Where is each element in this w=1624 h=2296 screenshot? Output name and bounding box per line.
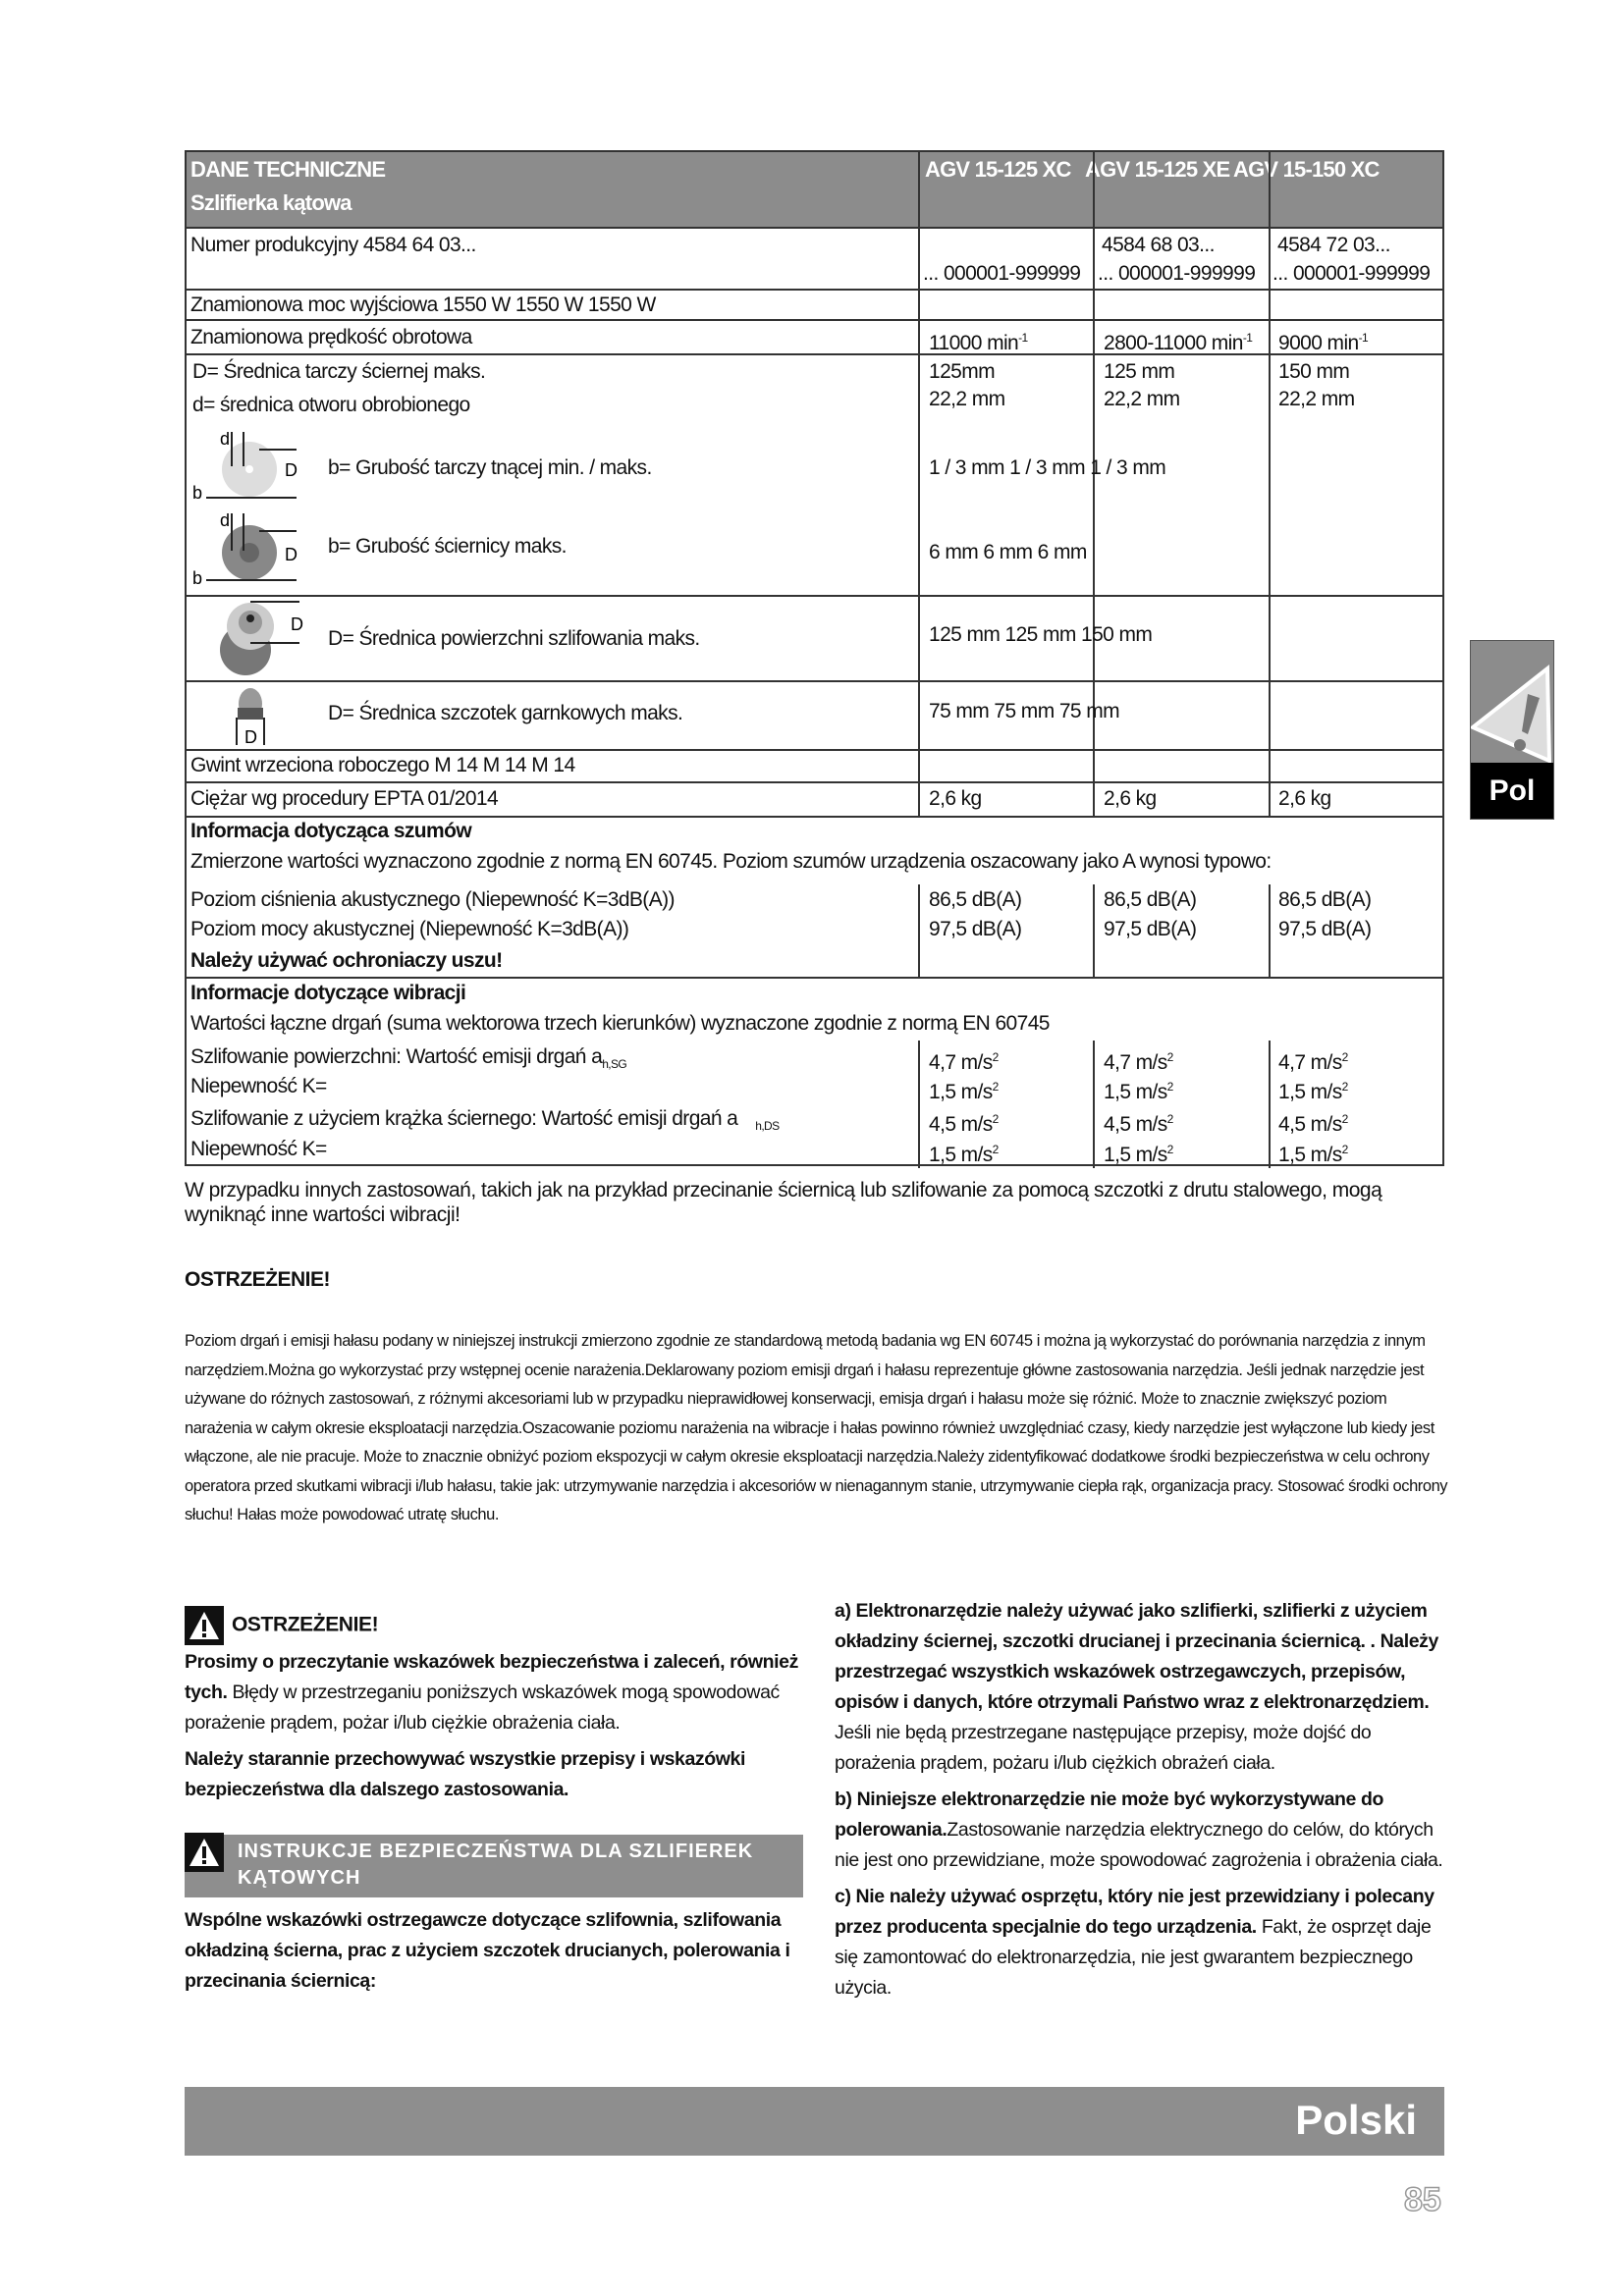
- uncertainty-label-2: Niepewność K=: [190, 1138, 327, 1160]
- vibration-intro: Wartości łączne drgań (suma wektorowa trzech kierunków) wyznaczone zgodnie z normą EN 60745: [190, 1012, 1050, 1035]
- speed-3: 9000 $\min^{-1}$: [1278, 331, 1369, 354]
- rule-a: a) Elektronarzędzie należy używać jako szlifierki, szlifierki z użyciem okładziny ściernej, szczotki drucianej i przecinania ściernicą. . Należy przestrzegać wszystkich wskazówek ostrzegawczych, przepisów, opisów i danych, które otrzymali Państwo wraz z elektronarzędziem. Jeśli nie będą przestrzegane następujące przepisy, może dojść do porażenia prądem, pożaru i/lub ciężkich obrażeń ciała.: [835, 1600, 1438, 1774]
- rule-b: b) Niniejsze elektronarzędzie nie może być wykorzystywane do polerowania.Zastosowanie narzędzia elektrycznego do celów, do których nie jest ono przewidziane, może spowodować zagrożenia i obrażenia ciała.: [835, 1789, 1443, 1871]
- sound-power-label: Poziom mocy akustycznej (Niepewność K=3dB(A)): [190, 918, 629, 940]
- power-label: Znamionowa moc wyjściowa 1550 W 1550 W 1550 W: [190, 294, 656, 316]
- page-number: 85: [1404, 2181, 1441, 2218]
- surface-grinding-label: Szlifowanie powierzchni: Wartość emisji drgań $a_{h,SG}$: [190, 1045, 627, 1072]
- read-instructions-paragraph: Prosimy o przeczytanie wskazówek bezpieczeństwa i zaleceń, również tych. Błędy w przestrzeganiu poniższych wskazówek mogą spowodować porażenie prądem, pożar i/lub ciężkie obrażenia ciała.: [185, 1651, 798, 1734]
- weight-3: 2,6 kg: [1278, 787, 1331, 810]
- section-title: INSTRUKCJE BEZPIECZEŃSTWA DLA SZLIFIEREK KĄTOWYCH: [238, 1841, 754, 1889]
- weight-1: 2,6 kg: [929, 787, 982, 810]
- sanding-disc-values: 125 mm 125 mm 150 mm: [929, 623, 1153, 646]
- vib-surface-k-1: 1,5 $m/s^2$: [929, 1080, 999, 1103]
- model-3: AGV 15-150 XC: [1233, 157, 1380, 182]
- cup-brush-icon: [226, 684, 285, 747]
- pressure-2: 86,5 dB(A): [1104, 888, 1197, 911]
- warning-triangle-icon: [1471, 641, 1553, 763]
- svg-text:D: D: [244, 727, 257, 747]
- svg-text:D: D: [285, 460, 298, 480]
- sound-pressure-label: Poziom ciśnienia akustycznego (Niepewność K=3dB(A)): [190, 888, 675, 911]
- warning-triangle-icon: [185, 1833, 224, 1872]
- pressure-1: 86,5 dB(A): [929, 888, 1022, 911]
- disc-diameter-2: 125 mm: [1104, 360, 1175, 383]
- vib-disc-k-3: 1,5 $m/s^2$: [1278, 1143, 1348, 1166]
- vibration-title: Informacje dotyczące wibracji: [190, 982, 466, 1004]
- speed-1: 11000 $\min^{-1}$: [929, 331, 1028, 354]
- table-subtitle: Szlifierka kątowa: [190, 190, 352, 215]
- section-banner: [185, 1835, 803, 1897]
- product-number-3: 4584 72 03...: [1277, 234, 1390, 256]
- disc-diameter-label: D= Średnica tarczy ściernej maks.: [192, 360, 486, 383]
- bore-diameter-label: d= średnica otworu obrobionego: [192, 394, 470, 416]
- technical-data-table: [185, 150, 1444, 1166]
- cutting-disc-label: b= Grubość tarczy tnącej min. / maks.: [328, 456, 652, 479]
- thread-label: Gwint wrzeciona roboczego M 14 M 14 M 14: [190, 754, 575, 776]
- model-2: AGV 15-125 XE: [1085, 157, 1230, 182]
- power-1: 97,5 dB(A): [929, 918, 1022, 940]
- right-column: [835, 1596, 1443, 2009]
- noise-intro: Zmierzone wartości wyznaczono zgodnie z normą EN 60745. Poziom szumów urządzenia oszacowany jako A wynosi typowo:: [190, 850, 1272, 873]
- bore-3: 22,2 mm: [1278, 388, 1355, 410]
- table-title: DANE TECHNICZNE: [190, 157, 386, 182]
- speed-label: Znamionowa prędkość obrotowa: [190, 326, 472, 348]
- vib-surface-2: 4,7 $m/s^2$: [1104, 1050, 1173, 1074]
- noise-title: Informacja dotycząca szumów: [190, 820, 472, 842]
- disc-diameter-3: 150 mm: [1278, 360, 1350, 383]
- bore-2: 22,2 mm: [1104, 388, 1180, 410]
- side-tab-label: Pol: [1471, 763, 1553, 819]
- sanding-disc-icon: [206, 599, 314, 677]
- svg-text:d: d: [220, 513, 231, 530]
- product-range-2: ... 000001-999999: [1098, 262, 1256, 285]
- cup-brush-label: D= Średnica szczotek garnkowych maks.: [328, 702, 683, 724]
- vib-disc-k-2: 1,5 $m/s^2$: [1104, 1143, 1173, 1166]
- grinding-wheel-icon: [190, 513, 308, 587]
- disc-grinding-label: Szlifowanie z użyciem krążka ściernego: Wartość emisji drgań a $_{h,DS}$: [190, 1107, 780, 1134]
- uncertainty-label-1: Niepewność K=: [190, 1075, 327, 1097]
- svg-text:b: b: [192, 568, 203, 587]
- footer-language: Polski: [1295, 2097, 1417, 2143]
- svg-text:D: D: [285, 545, 298, 564]
- warning-heading: OSTRZEŻENIE!: [185, 1268, 331, 1291]
- vib-surface-k-3: 1,5 $m/s^2$: [1278, 1080, 1348, 1103]
- power-3: 97,5 dB(A): [1278, 918, 1372, 940]
- vib-surface-1: 4,7 $m/s^2$: [929, 1050, 999, 1074]
- section-intro: Wspólne wskazówki ostrzegawcze dotyczące szlifownia, szlifowania okładziną ścierna, prac z użyciem szczotek drucianych, polerowania i przecinania ściernicą:: [185, 1909, 790, 1992]
- weight-2: 2,6 kg: [1104, 787, 1157, 810]
- grinding-wheel-label: b= Grubość ściernicy maks.: [328, 535, 567, 558]
- svg-text:d: d: [220, 432, 231, 449]
- svg-text:b: b: [192, 483, 203, 501]
- grinding-wheel-values: 6 mm 6 mm 6 mm: [929, 541, 1087, 563]
- cutting-disc-values: 1 / 3 mm 1 / 3 mm 1 / 3 mm: [929, 456, 1166, 479]
- product-number-2: 4584 68 03...: [1102, 234, 1215, 256]
- svg-text:D: D: [291, 614, 303, 634]
- weight-label: Ciężar wg procedury EPTA 01/2014: [190, 787, 499, 810]
- speed-2: 2800-11000 $\min^{-1}$: [1104, 331, 1253, 354]
- cutting-disc-icon: [190, 432, 308, 501]
- vib-surface-k-2: 1,5 $m/s^2$: [1104, 1080, 1173, 1103]
- vib-disc-3: 4,5 $m/s^2$: [1278, 1112, 1348, 1136]
- vib-disc-2: 4,5 $m/s^2$: [1104, 1112, 1173, 1136]
- warning-triangle-icon: [185, 1606, 224, 1645]
- product-range-1: ... 000001-999999: [923, 262, 1081, 285]
- product-range-3: ... 000001-999999: [1272, 262, 1431, 285]
- vibration-warning-text: Poziom drgań i emisji hałasu podany w niniejszej instrukcji zmierzono zgodnie ze standardową metodą badania wg EN 60745 i można ją wykorzystać do porównania narzędzia z innym narzędziem.Można go wykorzystać przy wstępnej ocenie narażenia.Deklarowany poziom emisji drgań i hałasu reprezentuje główne zastosowania narzędzia. Jeśli jednak narzędzie jest używane do różnych zastosowań, z różnymi akcesoriami lub w przypadku nieprawidłowej konserwacji, emisja drgań i hałasu może się różnić. Może to znacznie zwiększyć poziom narażenia w całym okresie eksploatacji narzędzia.Oszacowanie poziomu narażenia na wibracje i hałas powinno również uwzględniać czasy, kiedy narzędzie jest wyłączone lub kiedy jest włączone, ale nie pracuje. Może to znacznie obniżyć poziom ekspozycji w całym okresie eksploatacji narzędzia.Należy zidentyfikować dodatkowe środki bezpieczeństwa w celu ochrony operatora przed skutkami wibracji i/lub hałasu, takie jak: utrzymywanie narzędzia i akcesoriów w nienagannym stanie, utrzymywanie ciepła rąk, organizacja pracy. Stosować środki ochrony słuchu! Hałas może powodować utratę słuchu.: [185, 1332, 1448, 1523]
- store-instructions-paragraph: Należy starannie przechowywać wszystkie przepisy i wskazówki bezpieczeństwa dla dalszego zastosowania.: [185, 1748, 746, 1800]
- rule-c: c) Nie należy używać osprzętu, który nie jest przewidziany i polecany przez producenta specjalnie do tego urządzenia. Fakt, że osprzęt daje się zamontować do elektronarzędzia, nie jest gwarantem bezpiecznego użycia.: [835, 1886, 1435, 1999]
- sanding-disc-label: D= Średnica powierzchni szlifowania maks.: [328, 627, 700, 650]
- left-column: [185, 1606, 803, 2002]
- language-side-tab: [1470, 640, 1554, 820]
- vib-disc-k-1: 1,5 $m/s^2$: [929, 1143, 999, 1166]
- ear-protection-warning: Należy używać ochroniaczy uszu!: [190, 949, 503, 972]
- product-number-label: Numer produkcyjny 4584 64 03...: [190, 234, 476, 256]
- footer-bar: [185, 2087, 1444, 2156]
- power-2: 97,5 dB(A): [1104, 918, 1197, 940]
- vib-disc-1: 4,5 $m/s^2$: [929, 1112, 999, 1136]
- pressure-3: 86,5 dB(A): [1278, 888, 1372, 911]
- warning-title-row: OSTRZEŻENIE!: [185, 1606, 803, 1645]
- disc-diameter-1: 125mm: [929, 360, 996, 383]
- vib-surface-3: 4,7 $m/s^2$: [1278, 1050, 1348, 1074]
- other-applications-note: W przypadku innych zastosowań, takich jak na przykład przecinanie ściernicą lub szlifowanie za pomocą szczotki z drutu stalowego, mogą wyniknąć inne wartości wibracji!: [185, 1179, 1382, 1226]
- bore-1: 22,2 mm: [929, 388, 1005, 410]
- model-1: AGV 15-125 XC: [925, 157, 1071, 182]
- cup-brush-values: 75 mm 75 mm 75 mm: [929, 700, 1120, 722]
